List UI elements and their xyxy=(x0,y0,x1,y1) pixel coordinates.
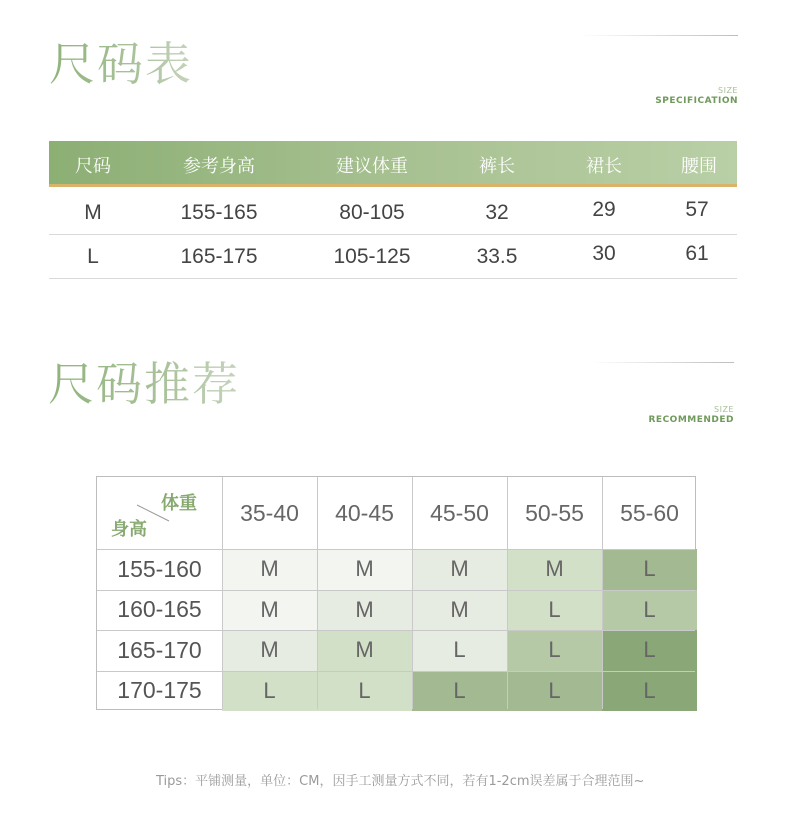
height-row-label: 160-165 xyxy=(117,596,202,623)
size-value-cell: M xyxy=(317,590,412,631)
recommend-section-title: 尺码推荐 xyxy=(48,348,240,414)
grid-horizontal-line xyxy=(97,590,695,591)
size-value-cell: L xyxy=(222,671,317,712)
spec-cell: 30 xyxy=(592,242,616,265)
spec-cell: 165-175 xyxy=(180,245,258,268)
grid-vertical-line xyxy=(412,477,413,709)
size-value-cell: M xyxy=(317,630,412,671)
weight-header-cell: 50-55 xyxy=(525,499,584,526)
spec-header-cell: 裤长 xyxy=(479,156,515,177)
height-row-label: 170-175 xyxy=(117,677,202,704)
spec-table-header xyxy=(49,141,737,187)
grid-vertical-line xyxy=(507,477,508,709)
height-row-label: 155-160 xyxy=(117,555,202,582)
spec-header-cell: 参考身高 xyxy=(183,156,255,177)
decorative-line xyxy=(590,362,734,363)
spec-cell: 61 xyxy=(685,242,709,265)
recommend-tag-big: RECOMMENDED xyxy=(648,415,734,425)
size-value-cell: M xyxy=(317,549,412,590)
recommend-tag-small: SIZE xyxy=(714,405,734,414)
weight-header-cell: 35-40 xyxy=(240,499,299,526)
height-row-label: 165-170 xyxy=(117,636,202,663)
size-value-cell: L xyxy=(317,671,412,712)
size-value-cell: L xyxy=(602,590,697,631)
spec-cell: 32 xyxy=(485,201,509,224)
size-recommend-grid xyxy=(96,476,696,710)
spec-cell: 105-125 xyxy=(333,245,411,268)
grid-horizontal-line xyxy=(97,549,695,550)
spec-header-cell: 腰围 xyxy=(681,156,717,177)
spec-cell: L xyxy=(87,245,99,268)
spec-cell: M xyxy=(84,201,102,224)
spec-table-row xyxy=(49,191,737,235)
size-value-cell: M xyxy=(412,590,507,631)
grid-horizontal-line xyxy=(97,630,695,631)
grid-vertical-line xyxy=(602,477,603,709)
grid-vertical-line xyxy=(317,477,318,709)
spec-cell: 33.5 xyxy=(476,245,518,268)
size-value-cell: M xyxy=(222,549,317,590)
weight-header-cell: 55-60 xyxy=(620,499,679,526)
spec-tag-big: SPECIFICATION xyxy=(655,96,738,106)
grid-horizontal-line xyxy=(97,671,695,672)
size-value-cell: L xyxy=(412,630,507,671)
spec-cell: 155-165 xyxy=(180,201,258,224)
spec-table-row xyxy=(49,235,737,279)
size-value-cell: L xyxy=(602,671,697,712)
weight-header-cell: 40-45 xyxy=(335,499,394,526)
size-value-cell: M xyxy=(222,630,317,671)
size-value-cell: M xyxy=(412,549,507,590)
spec-cell: 80-105 xyxy=(339,201,405,224)
weight-header-cell: 45-50 xyxy=(430,499,489,526)
corner-weight-label: 体重 xyxy=(161,493,197,513)
size-value-cell: L xyxy=(507,590,602,631)
size-value-cell: M xyxy=(222,590,317,631)
corner-height-label: 身高 xyxy=(111,519,147,539)
spec-tag-small: SIZE xyxy=(718,86,738,95)
size-value-cell: M xyxy=(507,549,602,590)
spec-header-cell: 尺码 xyxy=(75,156,111,177)
size-value-cell: L xyxy=(507,630,602,671)
decorative-line xyxy=(580,35,738,36)
spec-header-cell: 建议体重 xyxy=(336,156,408,177)
spec-section-title: 尺码表 xyxy=(49,28,193,94)
tips-text: Tips：平铺测量，单位：CM，因手工测量方式不同，若有1-2cm误差属于合理范围~ xyxy=(156,774,645,789)
grid-corner xyxy=(97,477,222,549)
spec-cell: 57 xyxy=(685,198,709,221)
spec-header-cell: 裙长 xyxy=(586,156,622,177)
size-value-cell: L xyxy=(602,630,697,671)
spec-cell: 29 xyxy=(592,198,616,221)
grid-vertical-line xyxy=(222,477,223,709)
size-value-cell: L xyxy=(412,671,507,712)
size-value-cell: L xyxy=(602,549,697,590)
size-value-cell: L xyxy=(507,671,602,712)
